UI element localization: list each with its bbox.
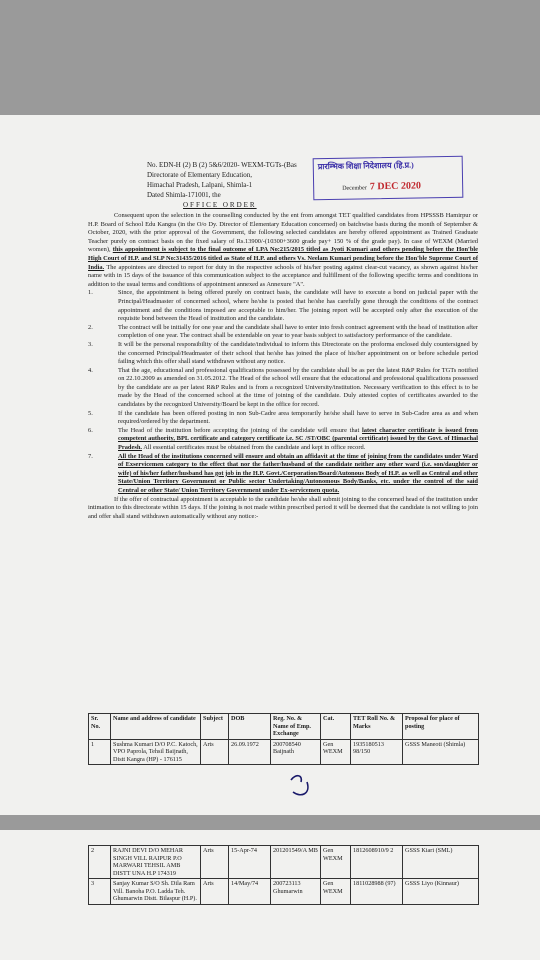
condition-item: 4. That the age, educational and professional qualifications possessed by the candidate shall be as per the latest R&P Rules for TGTs notified on 22.10.2009 as amended on 31.05.2012. The Head of the school will ensure that the educational and professional qualifications possessed by the candidate are as per latest R&P Rules and is from a recognized University/institution. Necessary verification to this effect is to be made by the Head of the concerned school at the time of joining of the candidate. Duly attested copies of certificates awarded to the candidates by the recognized University/Board be kept in the office for record. (88, 366, 478, 409)
condition-item: 1. Since, the appointment is being offered purely on contract basis, the candidate will have to execute a bond on judicial paper with the Principal/Headmaster of concerned school, where he/she is posted that he/she has carefully gone through the conditions of the contract appointment and the conditions imposed are acceptable to him/her. The joining report will be accepted only after the execution of the requisite bond between the Head of institution and the candidate. (88, 289, 478, 323)
condition-item: 6. The Head of the institution before accepting the joining of the candidate will ensure that latest character certificate is issued from competent authority, BPL certificate and category certificate i.e. SC /ST/OBC (parental certificate) issued by the Govt. of Himachal Pradesh. All essential certificates must be obtained from the candidate and kept in office record. (88, 426, 478, 452)
stamp-date-label: December (342, 185, 367, 192)
receipt-stamp (313, 156, 464, 201)
candidate-table (88, 713, 479, 765)
condition-item: 5. If the candidate has been offered posting in non Sub-Cadre area temporarily he/she shall have to serve in Sub-Cadre area as and when required/ordered by the department. (88, 409, 478, 426)
condition-item: 7. All the Head of the institutions concerned will ensure and obtain an affidavit at the time of joining from the candidates under Ward of Exservicemen category to the effect that nor the father/husband of the candidate neither any other ward (i.e. son/daughter or wife) of his/her father/husband has got job in the H.P. Govt./Corporation/Board/Autonous Body of H.P. as well as Central and other State/Union Territory Government or Public sector Undertaking/Autonomous Body/Banks, etc. under the control of the said Central or other State/ Union Territory Government under Ex-servicemen quota. (88, 452, 478, 494)
joining-paragraph: If the offer of contractual appointment is acceptable to the candidate he/she shall submit joining to the concerned head of the institution under intimation to this directorate within 15 days. If the joining is not made within prescribed period it will be deemed that the candidate is not willing to join and offer shall stand withdrawn automatically without any notice:- (88, 495, 478, 520)
order-body (88, 212, 478, 521)
table-header-row: Sr. No. Name and address of candidate Subject DOB Reg. No. & Name of Emp. Exchange Cat. TET Roll No. & Marks Proposal for place of posting (89, 714, 479, 740)
condition-item: 3. It will be the personal responsibility of the candidate/individual to inform this Directorate on the proforma enclosed duly countersigned by the concerned Principal/Headmaster of their school that he/she has joined the place of his/her appointment on or before schedule period failing which this offer shall stand withdrawn without any notice. (88, 340, 478, 366)
table-row: 1 Sushma Kumari D/O P.C. Katoch, VPO Paprola, Tehsil Baijnath, Distt Kangra (HP) - 176115 Arts 26.09.1972 200708540 Baijnath Gen WEXM 1935180513 98/150 GSSS Maneoti (Shimla) (89, 739, 479, 765)
table-row: 2 RAJNI DEVI D/O MEHAR SINGH VILL RAIPUR P.O MARWARI TEHSIL AMB DISTT UNA H.P 174319 Arts 15-Apr-74 201201549/A MB Gen WEXM 1812608910/9 2 GSSS Kiari (SML) (89, 846, 479, 879)
reference-number: No. EDN-H (2) B (2) 5&6/2020- WEXM-TGTs-(Bas (147, 161, 297, 169)
directorate-name: Directorate of Elementary Education, (147, 171, 252, 179)
table-row: 3 Sanjay Kumar S/O Sh. Dila Ram Vill. Banoha P.O. Ladda Teh. Ghumarwin Distt. Bilaspur (H.P). Arts 14/May/74 200723113 Ghumarwin Gen WEXM 1811028988 (97) GSSS Liyo (Kinnaur) (89, 879, 479, 905)
stamp-date: 7 DEC 2020 (369, 180, 422, 193)
document-page-2 (0, 830, 540, 960)
document-page-1 (0, 115, 540, 815)
directorate-address: Himachal Pradesh, Lalpani, Shimla-1 (147, 181, 253, 189)
handwritten-mark (285, 770, 315, 806)
conditions-list (88, 289, 478, 427)
legal-condition: this appointment is subject to the final outcome of LPA No:215/2015 titled as Jyoti Kumari and others pending before the Hon'ble High Court of H.P. and SLP No:31435/2016 titled as State of H.P. and others Vs. Neelam Kumari pending before the Hon'ble Supreme Court of India. (88, 246, 478, 271)
office-order-title: OFFICE ORDER (183, 201, 257, 209)
candidate-table-continued (88, 845, 479, 905)
dated-line: Dated Shimla-171001, the (147, 191, 221, 199)
stamp-title: प्रारम्भिक शिक्षा निदेशालय (हि.प्र.) (317, 160, 414, 172)
condition-item: 2. The contract will be initially for one year and the candidate shall have to enter into fresh contract agreement with the head of institution after completion of one year. The contract shall be extendable on year to year basis subject to satisfactory performance of the candidate. (88, 323, 478, 340)
intro-paragraph: Consequent upon the selection in the counselling conducted by the ent from amongst TET qualified candidates from HPSSSB Hamirpur or H.P. Board of School Edu Kangra (in the O/o Dy. Director of Elementary Education concerned) on batchwise basis during the month of September & October, 2020, with the prior approval of the Government, the following selected candidates are hereby offered appointment as Trained Graduate Teacher purely on contract basis on the fixed salary of Rs.13900/-(10300+3600 grade pay+ 150 % of the grade pay). In case of WEXM (Married women), this appointment is subject to the final outcome of LPA No:215/2015 titled as Jyoti Kumari and others pending before the Hon'ble High Court of H.P. and SLP No:31435/2016 titled as State of H.P. and others Vs. Neelam Kumari pending before the Hon'ble Supreme Court of India. The appointees are directed to report for duty in the respective schools of his/her posting against clear-cut vacancy, as shown against his/her name with in 15 days of the issuance of this communication subject to the acceptance and fulfillment of the following specific terms and conditions in addition to the usual terms and conditions of appointment annexed as Annexure "A". (88, 212, 478, 288)
